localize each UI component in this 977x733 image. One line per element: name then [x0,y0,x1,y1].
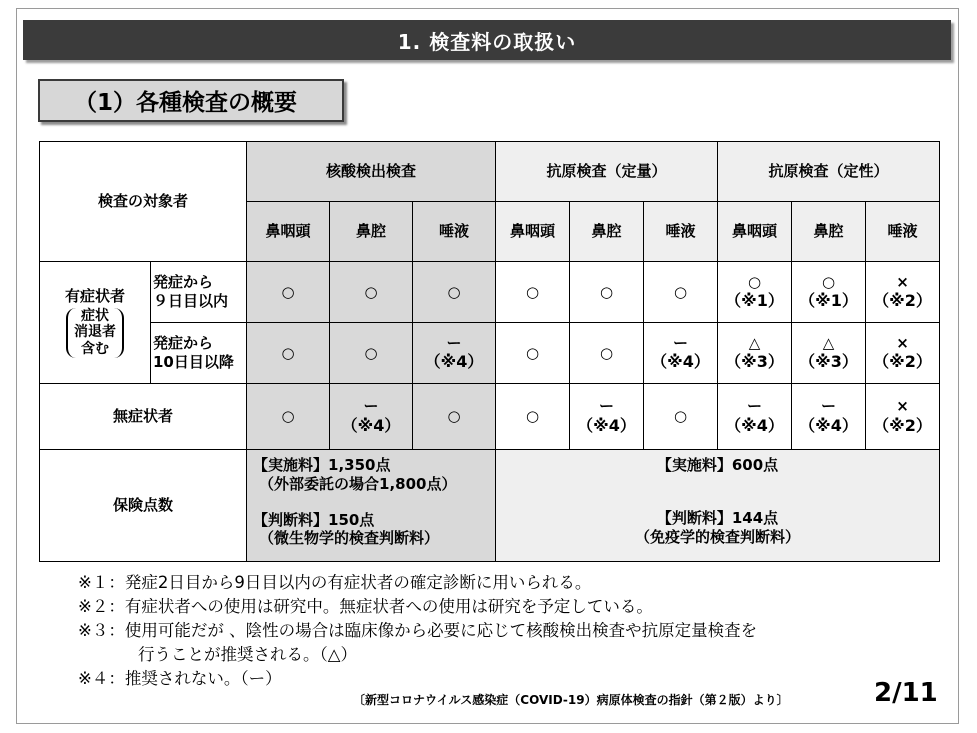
bracket-line: 含む [81,341,109,358]
condition-line: 10日目以降 [153,353,234,371]
cell-note: （※2） [873,291,932,311]
cell-note: （※1） [725,291,784,311]
cell [866,384,940,450]
cell-note: （※2） [873,415,932,435]
cell-note: （※4） [651,352,710,372]
fee-line: 【判断料】150点 [253,510,375,529]
group-header-antigen-qual: 抗原検査（定性） [718,142,940,202]
cell-symbol: ○ [447,282,461,301]
cell [570,384,644,450]
source-citation: 〔新型コロナウイルス感染症（COVID-19）病原体検査の指針（第２版）より〕 [353,693,789,707]
section-heading [38,79,344,122]
cell-symbol: ○ [281,282,295,301]
cell-note: （※3） [799,352,858,372]
insurance-points-label: 保険点数 [40,450,247,562]
cell [496,384,570,450]
page-number: 2/11 [874,678,938,708]
cell [866,262,940,323]
cell [718,384,792,450]
cell [496,262,570,323]
cell [570,323,644,384]
cell-symbol: ○ [673,407,688,426]
cell-symbol: ○ [281,407,295,426]
cell [792,262,866,323]
fee-line: 【実施料】1,350点 [253,456,391,474]
footnote: ※３：使用可能だが 、陰性の場合は臨床像から必要に応じて核酸検出検査や抗原定量検査を [78,621,758,640]
condition-line: 発症から [153,334,214,353]
cell-note: （※4） [341,415,401,435]
symptomatic-label: 有症状者 [64,286,125,305]
cell-note: （※4） [577,415,636,435]
cell [247,323,330,384]
footnotes [78,571,757,691]
group-header-antigen-quant: 抗原検査（定量） [496,142,718,202]
sample-header: 鼻腔 [570,202,644,262]
sample-header: 唾液 [866,202,940,262]
cell [496,323,570,384]
cell-symbol: ー [363,397,379,416]
cell [413,323,496,384]
fee-line: 【判断料】144点 [656,508,779,527]
cell-symbol: ー [598,397,614,416]
cell [330,262,413,323]
cell [644,262,718,323]
condition-after-10-days [151,323,247,384]
symptom-bracket [66,308,124,358]
cell-symbol: ○ [447,407,461,426]
cell-symbol: ○ [525,343,540,362]
cell [413,384,496,450]
symptomatic-category [40,262,151,384]
cell [247,262,330,323]
slide-title: 1. 検査料の取扱い [397,29,577,54]
cell-symbol: ○ [673,282,688,301]
footnote: ※２：有症状者への使用は研究中。無症状者への使用は研究を予定している。 [78,597,653,616]
cell-symbol: ○ [599,282,614,301]
cell-symbol: ○ [599,343,614,362]
bracket-line: 症状 [81,307,109,324]
cell-symbol: ー [820,397,836,416]
sample-header: 鼻咽頭 [718,202,792,262]
antigen-fee-cell [496,450,940,562]
cell [718,323,792,384]
fee-line: （免疫学的検査判断料） [634,527,800,546]
section-title: （1）各種検査の概要 [74,90,298,116]
cell [413,262,496,323]
cell-symbol: × [896,272,909,291]
sample-header: 鼻咽頭 [496,202,570,262]
sample-header: 鼻腔 [792,202,866,262]
cell-note: （※4） [725,415,784,435]
footnote-continuation: 行うことが推奨される。（△） [138,645,357,664]
fee-line: （外部委託の場合1,800点） [259,474,457,493]
sample-header: 唾液 [644,202,718,262]
cell [644,323,718,384]
cell-note: （※2） [873,352,932,372]
cell [718,262,792,323]
bracket-line: 消退者 [74,324,116,341]
fee-line: 【実施料】600点 [656,456,779,474]
cell-symbol: ○ [821,272,836,291]
fee-line: （微生物学的検査判断料） [259,529,440,548]
cell [792,384,866,450]
group-header-nucleic: 核酸検出検査 [247,142,496,202]
condition-line: ９日目以内 [153,292,229,310]
cell-symbol: × [896,333,909,352]
cell [330,323,413,384]
footnote: ※１：発症2日目から9日目以内の有症状者の確定診断に用いられる。 [78,573,592,592]
cell [247,384,330,450]
condition-line: 発症から [153,273,214,292]
cell-note: （※1） [799,291,858,311]
cell-symbol: △ [822,333,835,352]
corner-header: 検査の対象者 [40,142,247,262]
nucleic-fee-cell [247,450,496,562]
cell-symbol: ○ [281,343,295,362]
cell [570,262,644,323]
cell [792,323,866,384]
cell-symbol: ー [746,397,762,416]
cell-symbol: △ [748,333,761,352]
cell-note: （※4） [799,415,858,435]
footnote: ※４：推奨されない。（ー） [78,669,282,688]
cell-symbol: ー [672,333,688,352]
condition-within-9-days [151,262,247,323]
cell-note: （※3） [725,352,784,372]
cell-symbol: × [896,397,909,416]
cell-note: （※4） [424,352,484,372]
cell-symbol: ○ [525,407,540,426]
cell-symbol: ○ [525,282,540,301]
cell [644,384,718,450]
asymptomatic-category: 無症状者 [40,384,247,450]
cell-symbol: ○ [364,282,378,301]
sample-header: 唾液 [413,202,496,262]
test-overview-table [39,141,940,562]
cell-symbol: ー [446,333,462,352]
sample-header: 鼻咽頭 [247,202,330,262]
cell-symbol: ○ [747,272,762,291]
cell [866,323,940,384]
cell-symbol: ○ [364,343,378,362]
title-bar [23,20,951,60]
cell [330,384,413,450]
sample-header: 鼻腔 [330,202,413,262]
